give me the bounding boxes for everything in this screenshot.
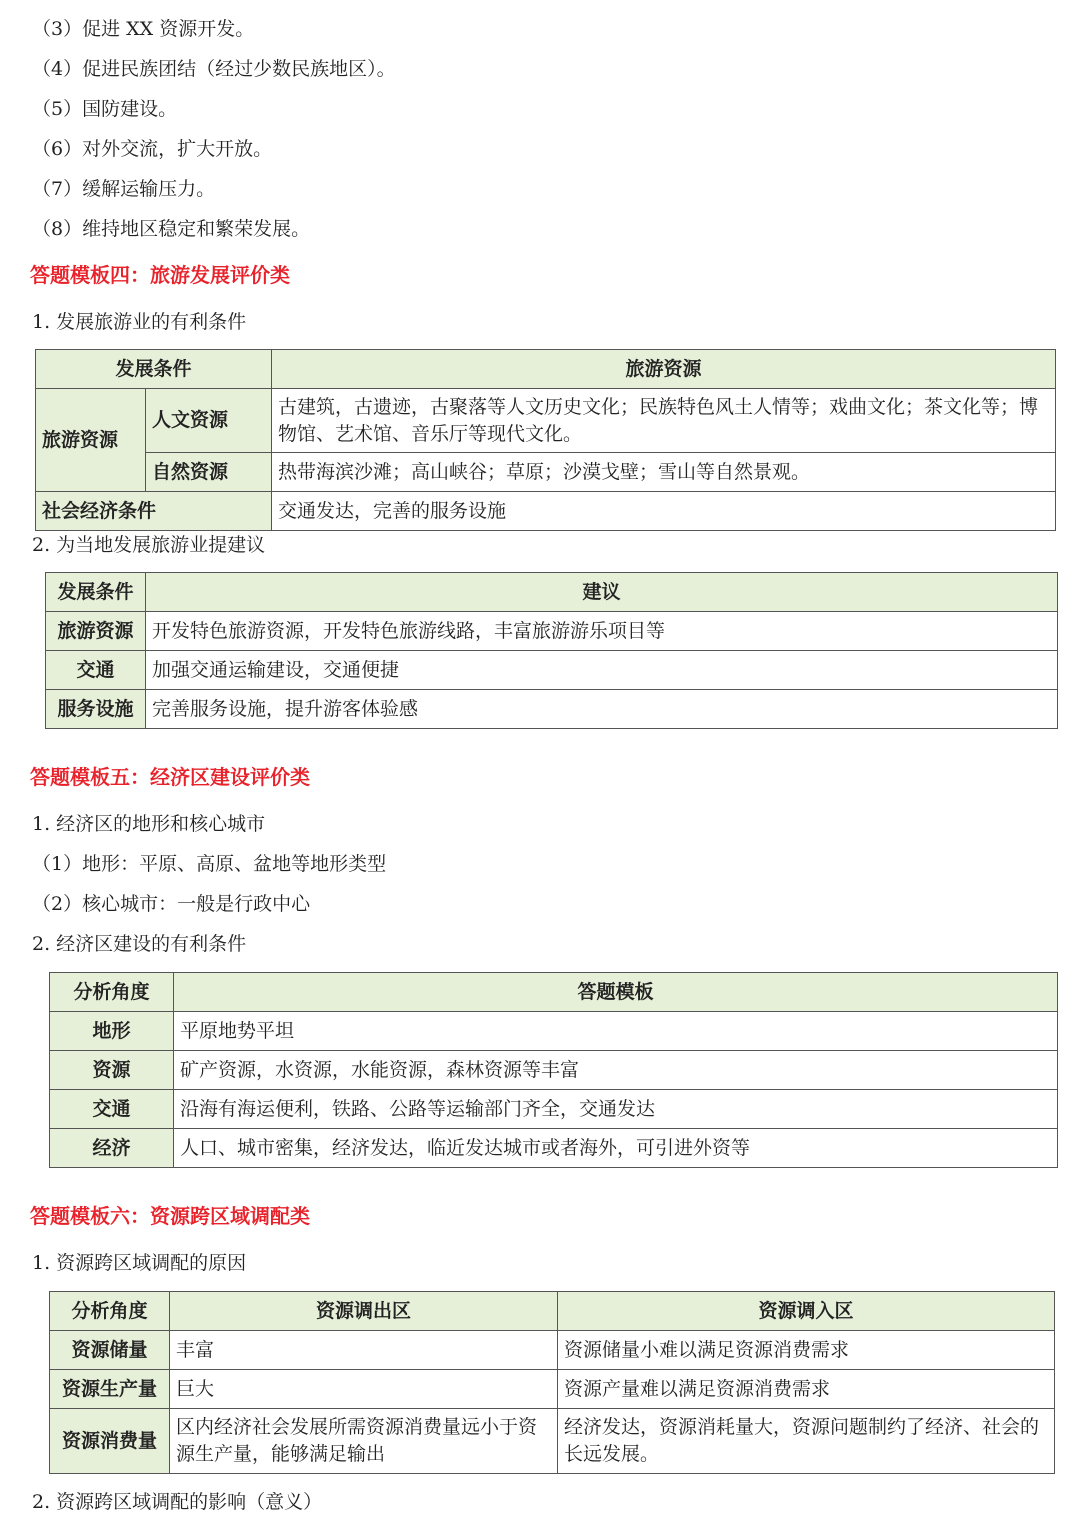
row-label: 交通 — [50, 1090, 174, 1129]
intro-item: （6）对外交流，扩大开放。 — [32, 138, 273, 160]
table-header: 资源调出区 — [170, 1292, 558, 1331]
table-cell: 开发特色旅游资源，开发特色旅游线路，丰富旅游游乐项目等 — [146, 612, 1058, 651]
tourism-suggestions-table — [45, 572, 1058, 729]
table-cell: 交通发达，完善的服务设施 — [272, 492, 1056, 531]
row-label: 交通 — [46, 651, 146, 690]
intro-item: （7）缓解运输压力。 — [32, 178, 216, 200]
table-cell: 古建筑，古遗迹，古聚落等人文历史文化；民族特色风土人情等；戏曲文化；茶文化等；博物馆、艺术馆、音乐厅等现代文化。 — [272, 389, 1056, 453]
row-label: 资源生产量 — [50, 1370, 170, 1409]
subheading: 2. 资源跨区域调配的影响（意义） — [32, 1491, 323, 1513]
table-header: 资源调入区 — [558, 1292, 1055, 1331]
table-cell: 丰富 — [170, 1331, 558, 1370]
table-cell: 巨大 — [170, 1370, 558, 1409]
table-header: 旅游资源 — [272, 350, 1056, 389]
text-line: （1）地形：平原、高原、盆地等地形类型 — [32, 853, 387, 875]
row-label: 服务设施 — [46, 690, 146, 729]
table-cell: 矿产资源，水资源，水能资源，森林资源等丰富 — [174, 1051, 1058, 1090]
row-label: 资源储量 — [50, 1331, 170, 1370]
table-cell: 资源储量小难以满足资源消费需求 — [558, 1331, 1055, 1370]
section-heading-template4: 答题模板四：旅游发展评价类 — [30, 263, 290, 287]
text-line: 2. 经济区建设的有利条件 — [32, 933, 247, 955]
row-label: 地形 — [50, 1012, 174, 1051]
text-line: （2）核心城市：一般是行政中心 — [32, 893, 311, 915]
table-cell: 加强交通运输建设，交通便捷 — [146, 651, 1058, 690]
tourism-conditions-table — [35, 349, 1056, 531]
row-label: 自然资源 — [146, 453, 272, 492]
resource-allocation-table — [49, 1291, 1055, 1474]
table-cell: 经济发达，资源消耗量大，资源问题制约了经济、社会的长远发展。 — [558, 1409, 1055, 1474]
table-header: 建议 — [146, 573, 1058, 612]
section-heading-template5: 答题模板五：经济区建设评价类 — [30, 765, 310, 789]
subheading: 1. 资源跨区域调配的原因 — [32, 1252, 247, 1274]
intro-item: （3）促进 XX 资源开发。 — [32, 18, 255, 40]
row-label: 经济 — [50, 1129, 174, 1168]
table-header: 分析角度 — [50, 973, 174, 1012]
table-header: 发展条件 — [36, 350, 272, 389]
intro-item: （4）促进民族团结（经过少数民族地区）。 — [32, 58, 396, 80]
row-label: 旅游资源 — [46, 612, 146, 651]
intro-item: （8）维持地区稳定和繁荣发展。 — [32, 218, 311, 240]
section-heading-template6: 答题模板六：资源跨区域调配类 — [30, 1204, 310, 1228]
row-label: 社会经济条件 — [36, 492, 272, 531]
table-cell: 人口、城市密集，经济发达，临近发达城市或者海外，可引进外资等 — [174, 1129, 1058, 1168]
row-label: 资源 — [50, 1051, 174, 1090]
subheading: 2. 为当地发展旅游业提建议 — [32, 534, 266, 556]
row-label: 资源消费量 — [50, 1409, 170, 1474]
table-cell: 资源产量难以满足资源消费需求 — [558, 1370, 1055, 1409]
table-header: 答题模板 — [174, 973, 1058, 1012]
table-cell: 完善服务设施，提升游客体验感 — [146, 690, 1058, 729]
table-cell: 沿海有海运便利，铁路、公路等运输部门齐全，交通发达 — [174, 1090, 1058, 1129]
text-line: 1. 经济区的地形和核心城市 — [32, 813, 266, 835]
row-group-label: 旅游资源 — [36, 389, 146, 492]
row-label: 人文资源 — [146, 389, 272, 453]
intro-item: （5）国防建设。 — [32, 98, 178, 120]
table-header: 分析角度 — [50, 1292, 170, 1331]
table-cell: 区内经济社会发展所需资源消费量远小于资源生产量，能够满足输出 — [170, 1409, 558, 1474]
table-header: 发展条件 — [46, 573, 146, 612]
table-cell: 热带海滨沙滩；高山峡谷；草原；沙漠戈壁；雪山等自然景观。 — [272, 453, 1056, 492]
economic-zone-table — [49, 972, 1058, 1168]
table-cell: 平原地势平坦 — [174, 1012, 1058, 1051]
subheading: 1. 发展旅游业的有利条件 — [32, 311, 247, 333]
